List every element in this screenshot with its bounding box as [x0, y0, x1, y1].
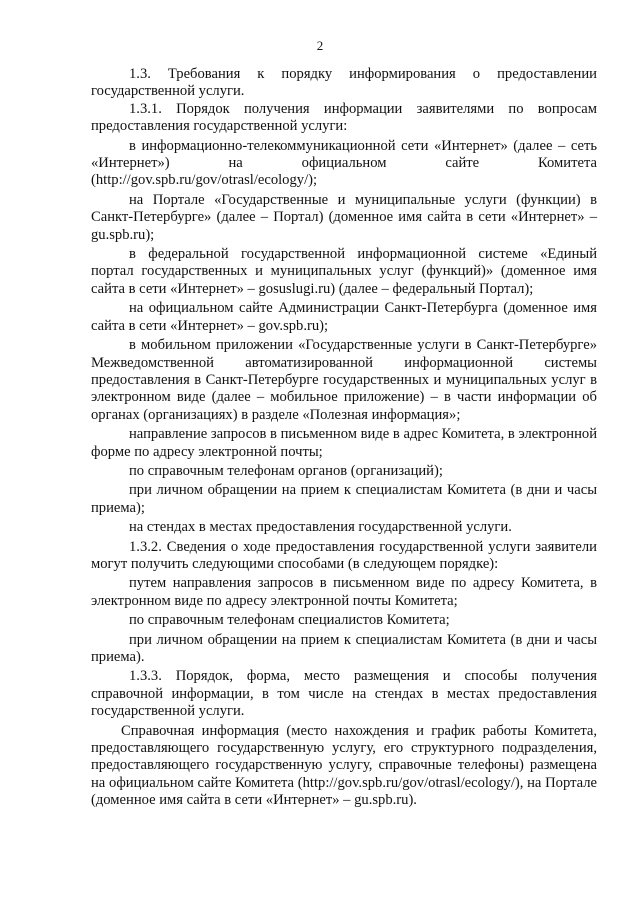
list-item-written-requests-status: путем направления запросов в письменном виде по адресу Комитета, в электронном виде по адресу электронной почты Комитета;	[91, 575, 597, 609]
paragraph-1-3-3: 1.3.3. Порядок, форма, место размещения и способы получения справочной информации, в том числе на стендах в местах предоставления государственной услуги.	[91, 668, 597, 720]
list-item-specialist-phones: по справочным телефонам специалистов Комитета;	[129, 612, 450, 629]
page-number: 2	[316, 38, 324, 53]
paragraph-1-3: 1.3. Требования к порядку информирования о предоставлении государственной услуги.	[91, 66, 597, 100]
list-item-personal-visit-status: при личном обращении на прием к специалистам Комитета (в дни и часы приема).	[91, 631, 597, 665]
list-item-written-requests: направление запросов в письменном виде в адрес Комитета, в электронной форме по адресу электронной почты;	[91, 426, 597, 460]
paragraph-1-3-1: 1.3.1. Порядок получения информации заявителями по вопросам предоставления государственной услуги:	[91, 100, 597, 135]
list-item-personal-visit: при личном обращении на прием к специалистам Комитета (в дни и часы приема);	[91, 482, 597, 516]
list-item-stands: на стендах в местах предоставления государственной услуги.	[129, 519, 512, 536]
list-item-internet-site: в информационно-телекоммуникационной сети «Интернет» (далее – сеть «Интернет») на официальном сайте Комитета (http://gov.spb.ru/gov/otrasl/ecology/);	[91, 137, 597, 189]
paragraph-reference-info: Справочная информация (место нахождения и график работы Комитета, предоставляющего государственную услугу, его структурного подразделения, предоставляющего государственную услугу, справочные телефоны) размещена на официальном сайте Комитета (http://gov.spb.ru/gov/otrasl/ecology/), на Портале (доменное имя сайта в сети «Интернет» – gu.spb.ru).	[91, 722, 597, 809]
document-body	[91, 66, 597, 810]
list-item-administration-site: на официальном сайте Администрации Санкт-Петербурга (доменное имя сайта в сети «Интернет» – gov.spb.ru);	[91, 300, 597, 334]
list-item-phones: по справочным телефонам органов (организаций);	[129, 462, 443, 479]
list-item-federal-portal: в федеральной государственной информационной системе «Единый портал государственных и муниципальных услуг (функций)» (доменное имя сайта в сети «Интернет» – gosuslugi.ru) (далее – федеральный Портал);	[91, 246, 597, 297]
list-item-mobile-app: в мобильном приложении «Государственные услуги в Санкт-Петербурге» Межведомственной автоматизированной информационной системы предоставления в Санкт-Петербурге государственных и муниципальных услуг в электронном виде (далее – мобильное приложение) – в части информации об органах (организациях) в разделе «Полезная информация»;	[91, 337, 597, 423]
list-item-portal: на Портале «Государственные и муниципальные услуги (функции) в Санкт-Петербурге» (далее – Портал) (доменное имя сайта в сети «Интернет» – gu.spb.ru);	[91, 191, 597, 243]
paragraph-1-3-2: 1.3.2. Сведения о ходе предоставления государственной услуги заявители могут получить следующими способами (в следующем порядке):	[91, 538, 597, 572]
